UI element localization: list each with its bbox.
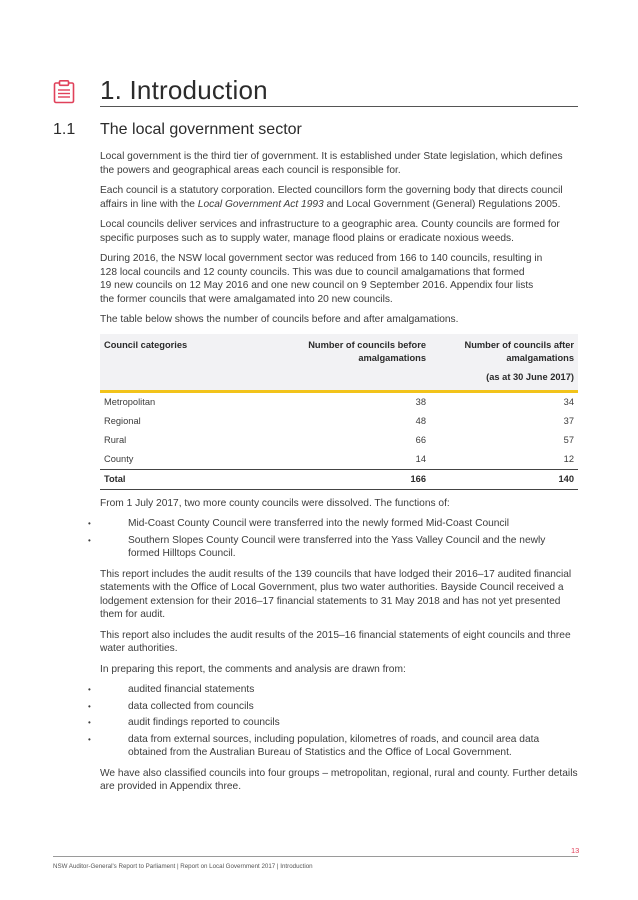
table-row xyxy=(100,412,578,431)
table-row xyxy=(100,450,578,470)
total-label: Total xyxy=(100,469,258,489)
row-after: 34 xyxy=(563,397,574,407)
row-before: 66 xyxy=(415,435,426,445)
body-content xyxy=(100,150,578,801)
paragraph-line: 19 new councils on 12 May 2016 and one new council on 9 September 2016. Appendix four lists xyxy=(100,280,534,291)
list-item: • data collected from councils xyxy=(100,700,578,714)
row-category: Metropolitan xyxy=(104,397,156,407)
table-row xyxy=(100,391,578,412)
paragraph-line: the former councils that were amalgamated into 20 new councils. xyxy=(100,293,393,305)
paragraph: This report includes the audit results of the 139 councils that have lodged their 2016–17 audited financial statements with the Office of Local Government, plus two water authorities. Bayside Council received a lodgement extension for their 2016–17 financial statements to 31 May 2018 and has not yet presented them for audit. xyxy=(100,568,572,620)
footer-text: NSW Auditor-General's Report to Parliament | Report on Local Government 2017 | Introduction xyxy=(53,863,313,870)
paragraph: We have also classified councils into four groups – metropolitan, regional, rural and county. Further details are provided in Appendix three. xyxy=(100,767,578,792)
chapter-title: 1. Introduction xyxy=(100,75,268,105)
councils-table xyxy=(100,334,578,490)
row-before: 48 xyxy=(415,416,426,426)
header-after-label: Number of councils after amalgamations xyxy=(464,339,574,363)
table-header-row xyxy=(100,334,578,392)
row-after: 12 xyxy=(563,454,574,464)
list-item: • audit findings reported to councils xyxy=(100,716,578,730)
list-item: • Southern Slopes County Council were transferred into the Yass Valley Council and the newly formed Hilltops Council. xyxy=(100,534,578,561)
paragraph: From 1 July 2017, two more county councils were dissolved. The functions of: xyxy=(100,497,450,509)
paragraph: This report also includes the audit results of the 2015–16 financial statements of eight councils and three water authorities. xyxy=(100,629,571,654)
section-title: The local government sector xyxy=(100,121,302,138)
list-item: • audited financial statements xyxy=(100,683,578,697)
footer-divider xyxy=(53,856,578,857)
header-before: Number of councils before amalgamations xyxy=(258,334,430,392)
section-number: 1.1 xyxy=(53,121,76,138)
paragraph xyxy=(100,252,578,306)
header-after-date: (as at 30 June 2017) xyxy=(486,371,574,382)
legislation-title: Local Government Act 1993 xyxy=(197,198,324,210)
row-after: 37 xyxy=(563,416,574,426)
paragraph-line: During 2016, the NSW local government sector was reduced from 166 to 140 councils, resulting in xyxy=(100,253,543,264)
list-item: • data from external sources, including population, kilometres of roads, and council area data obtained from the Australian Bureau of Statistics and the Office of Local Government. xyxy=(100,733,578,760)
clipboard-report-icon xyxy=(53,80,75,104)
table-row xyxy=(100,431,578,450)
paragraph xyxy=(100,184,578,211)
paragraph: In preparing this report, the comments and analysis are drawn from: xyxy=(100,663,406,675)
page-number: 13 xyxy=(571,846,580,855)
dissolved-councils-list xyxy=(100,517,578,561)
chapter-divider xyxy=(100,106,578,107)
paragraph: The table below shows the number of councils before and after amalgamations. xyxy=(100,314,459,325)
list-item: • Mid-Coast County Council were transferred into the newly formed Mid-Coast Council xyxy=(100,517,578,531)
total-before: 166 xyxy=(258,469,430,489)
sources-list xyxy=(100,683,578,760)
total-after: 140 xyxy=(430,469,578,489)
row-before: 38 xyxy=(415,397,426,407)
row-after: 57 xyxy=(563,435,574,445)
header-after xyxy=(430,334,578,392)
paragraph: Local councils deliver services and infrastructure to a geographic area. County councils are formed for specific purposes such as to supply water, manage flood plains or eradicate noxious weeds. xyxy=(100,219,560,244)
row-category: Rural xyxy=(104,435,127,445)
row-before: 14 xyxy=(415,454,426,464)
header-category: Council categories xyxy=(100,334,258,392)
row-category: County xyxy=(104,454,134,464)
paragraph-line: 128 local councils and 12 county councils. This was due to council amalgamations that formed xyxy=(100,266,525,278)
paragraph-text: and Local Government (General) Regulations 2005. xyxy=(323,198,561,210)
paragraph-text: Each council is a statutory corporation. Elected councillors form the governing body that directs council affairs in line with the xyxy=(100,185,563,210)
table-total-row xyxy=(100,469,578,489)
row-category: Regional xyxy=(104,416,141,426)
paragraph: Local government is the third tier of government. It is established under State legislation, which defines the powers and geographical areas each council is responsible for. xyxy=(100,151,563,176)
